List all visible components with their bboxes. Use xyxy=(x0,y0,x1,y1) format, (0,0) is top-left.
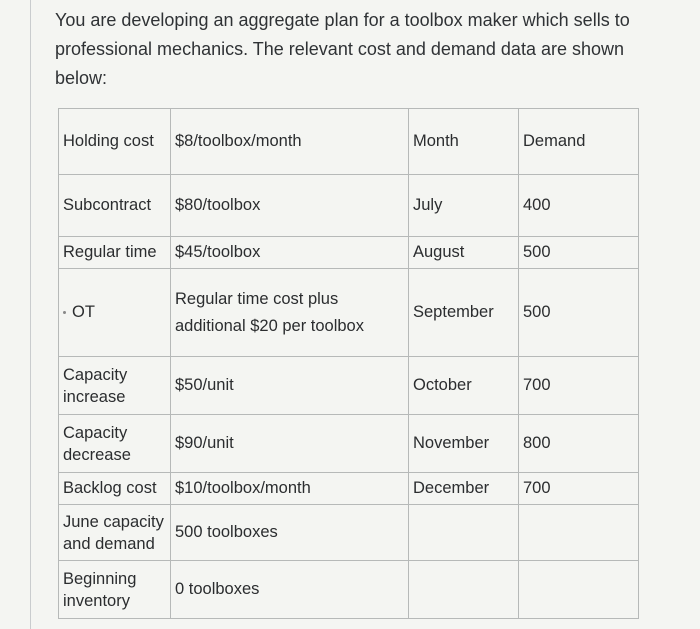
demand-cell: 800 xyxy=(519,415,639,473)
demand-cell: 700 xyxy=(519,473,639,505)
table-row xyxy=(59,505,639,561)
table-row xyxy=(59,237,639,269)
cost-label: Backlog cost xyxy=(59,473,171,505)
cost-value: $80/toolbox xyxy=(171,175,409,237)
demand-cell: 700 xyxy=(519,357,639,415)
cost-label: Capacity increase xyxy=(59,357,171,415)
cost-label: June capacity and demand xyxy=(59,505,171,561)
demand-cell: 400 xyxy=(519,175,639,237)
empty-cell xyxy=(409,561,519,619)
cost-value: Regular time cost plus additional $20 per toolbox xyxy=(171,269,409,357)
cost-value: $45/toolbox xyxy=(171,237,409,269)
cost-demand-table xyxy=(58,108,639,619)
month-cell: October xyxy=(409,357,519,415)
problem-statement: You are developing an aggregate plan for a toolbox maker which sells to professional mechanics. The relevant cost and demand data are shown below: xyxy=(55,10,630,88)
cost-label: Subcontract xyxy=(59,175,171,237)
cost-label: Beginning inventory xyxy=(59,561,171,619)
table-row xyxy=(59,561,639,619)
empty-cell xyxy=(409,505,519,561)
table-row xyxy=(59,269,639,357)
table-row xyxy=(59,175,639,237)
month-cell: August xyxy=(409,237,519,269)
cost-value: $50/unit xyxy=(171,357,409,415)
cost-label-ot xyxy=(59,269,171,357)
cost-label: Holding cost xyxy=(59,109,171,175)
month-cell: December xyxy=(409,473,519,505)
cost-value: $8/toolbox/month xyxy=(171,109,409,175)
demand-cell: 500 xyxy=(519,237,639,269)
month-cell: September xyxy=(409,269,519,357)
cost-label: Regular time xyxy=(59,237,171,269)
demand-header: Demand xyxy=(519,109,639,175)
cost-value: 500 toolboxes xyxy=(171,505,409,561)
cost-value: $90/unit xyxy=(171,415,409,473)
empty-cell xyxy=(519,505,639,561)
empty-cell xyxy=(519,561,639,619)
cost-label: Capacity decrease xyxy=(59,415,171,473)
cost-value: 0 toolboxes xyxy=(171,561,409,619)
month-header: Month xyxy=(409,109,519,175)
month-cell: July xyxy=(409,175,519,237)
table-row xyxy=(59,109,639,175)
cost-value: $10/toolbox/month xyxy=(171,473,409,505)
table-row xyxy=(59,473,639,505)
month-cell: November xyxy=(409,415,519,473)
bullet-dot xyxy=(63,311,66,314)
demand-cell: 500 xyxy=(519,269,639,357)
cost-label: OT xyxy=(72,303,95,321)
table-row xyxy=(59,415,639,473)
table-row xyxy=(59,357,639,415)
